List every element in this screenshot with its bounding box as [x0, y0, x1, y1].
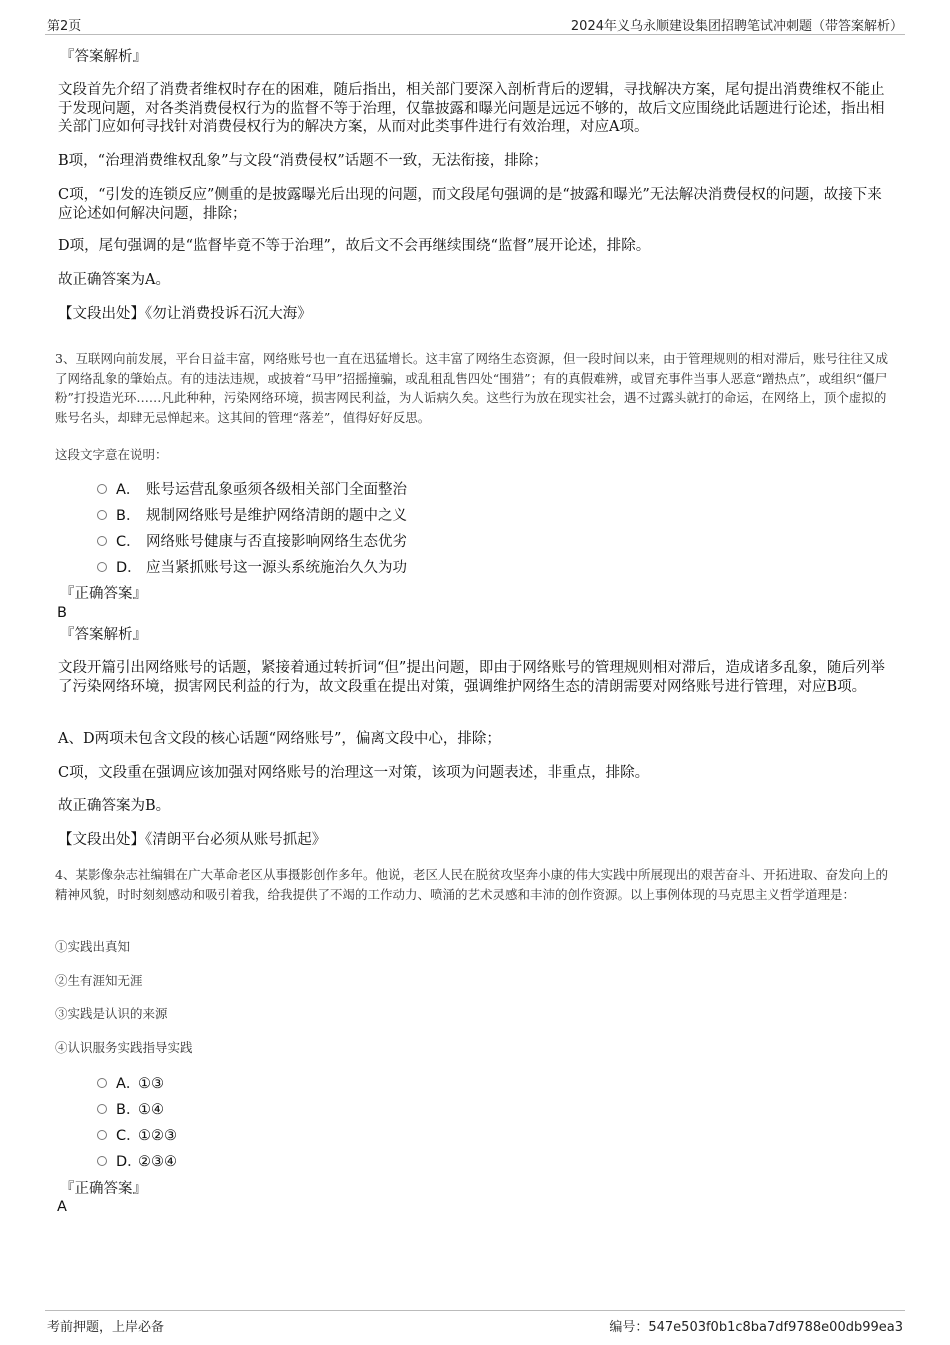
statement-item: ④认识服务实践指导实践	[55, 1040, 193, 1055]
option-letter: C．	[116, 534, 141, 550]
radio-button[interactable]	[97, 536, 107, 546]
correct-answer-label: 『正确答案』	[60, 1181, 147, 1197]
analysis-paragraph: C项，“引发的连锁反应”侧重的是披露曝光后出现的问题，而文段尾句强调的是“披露和曝光”无法解决消费侵权的问题，故接下来应论述如何解决问题，排除；	[58, 187, 882, 222]
option-d[interactable]	[97, 1153, 177, 1171]
radio-button[interactable]	[97, 1130, 107, 1140]
option-a[interactable]	[97, 481, 407, 499]
radio-button[interactable]	[97, 484, 107, 494]
radio-button[interactable]	[97, 510, 107, 520]
footer-slogan: 考前押题，上岸必备	[47, 1320, 165, 1335]
conclusion-text: 故正确答案为B。	[58, 798, 171, 814]
page-number: 第2页	[47, 19, 82, 34]
option-c[interactable]	[97, 533, 407, 551]
option-text: 应当紧抓账号这一源头系统施治久久为功	[146, 560, 407, 576]
option-text: 网络账号健康与否直接影响网络生态优劣	[146, 534, 407, 550]
page-header	[45, 14, 905, 35]
analysis-label: 『答案解析』	[60, 627, 147, 643]
question-prompt: 这段文字意在说明：	[55, 447, 168, 462]
radio-button[interactable]	[97, 562, 107, 572]
correct-answer-label: 『正确答案』	[60, 586, 147, 602]
option-c[interactable]	[97, 1127, 177, 1145]
option-b[interactable]	[97, 1101, 164, 1119]
document-title: 2024年义乌永顺建设集团招聘笔试冲刺题（带答案解析）	[570, 19, 903, 34]
document-code: 编号：547e503f0b1c8ba7df9788e00db99ea3	[609, 1320, 903, 1335]
option-text: 账号运营乱象亟须各级相关部门全面整治	[146, 482, 407, 498]
analysis-paragraph: D项，尾句强调的是“监督毕竟不等于治理”，故后文不会再继续围绕“监督”展开论述，排除。	[58, 238, 651, 254]
question-stem: 4、某影像杂志社编辑在广大革命老区从事摄影创作多年。他说，老区人民在脱贫攻坚奔小康的伟大实践中所展现出的艰苦奋斗、开拓进取、奋发向上的精神风貌，时时刻刻感动和吸引着我，给我提供了不竭的工作动力、喷涌的艺术灵感和丰沛的创作资源。以上事例体现的马克思主义哲学道理是：	[55, 867, 888, 902]
analysis-paragraph: 文段开篇引出网络账号的话题，紧接着通过转折词“但”提出问题，即由于网络账号的管理规则相对滞后，造成诸多乱象，随后列举了污染网络环境，损害网民利益的行为，故文段重在提出对策，强调维护网络生态的清朗需要对网络账号进行管理，对应B项。	[58, 660, 885, 695]
statement-item: ③实践是认识的来源	[55, 1006, 168, 1021]
option-a[interactable]	[97, 1075, 164, 1093]
question-stem: 3、互联网向前发展，平台日益丰富，网络账号也一直在迅猛增长。这丰富了网络生态资源，但一段时间以来，由于管理规则的相对滞后，账号往往又成了网络乱象的肇始点。有的违法违规，或披着“马甲”招摇撞骗，或乱租乱售四处“围猎”；有的真假难辨，或冒充事件当事人恶意“蹭热点”，或组织“僵尸粉”打投造光环……凡此种种，污染网络环境，损害网民利益，为人诟病久矣。这些行为放在现实社会，遇不过露头就打的命运，在网络上，顶个虚拟的账号名头，却肆无忌惮起来。这其间的管理“落差”，值得好好反思。	[55, 351, 888, 425]
option-text: ①④	[138, 1102, 164, 1118]
statement-item: ①实践出真知	[55, 939, 131, 954]
option-b[interactable]	[97, 507, 407, 525]
radio-button[interactable]	[97, 1078, 107, 1088]
source-citation: 【文段出处】《清朗平台必须从账号抓起》	[58, 832, 327, 848]
correct-answer: B	[57, 605, 67, 621]
option-text: ①②③	[138, 1128, 177, 1144]
conclusion-text: 故正确答案为A。	[58, 272, 170, 288]
analysis-paragraph: A、D两项未包含文段的核心话题“网络账号”，偏离文段中心，排除；	[58, 731, 501, 747]
source-citation: 【文段出处】《勿让消费投诉石沉大海》	[58, 306, 312, 322]
option-letter: B．	[116, 508, 141, 524]
correct-answer: A	[57, 1199, 67, 1215]
option-letter: A．	[116, 482, 141, 498]
radio-button[interactable]	[97, 1156, 107, 1166]
option-letter: A．	[116, 1076, 141, 1092]
analysis-paragraph: 文段首先介绍了消费者维权时存在的困难，随后指出，相关部门要深入剖析背后的逻辑，寻找解决方案，尾句提出消费维权不能止于发现问题，对各类消费侵权行为的监督不等于治理，仅靠披露和曝光问题是远远不够的，故后文应围绕此话题进行论述，指出相关部门应如何寻找针对消费侵权行为的解决方案，从而对此类事件进行有效治理，对应A项。	[58, 82, 885, 135]
statement-item: ②生有涯知无涯	[55, 973, 143, 988]
option-letter: D．	[116, 1154, 142, 1170]
analysis-paragraph: B项，“治理消费维权乱象”与文段“消费侵权”话题不一致，无法衔接，排除；	[58, 153, 548, 169]
option-text: ①③	[138, 1076, 164, 1092]
page-footer	[45, 1310, 905, 1341]
option-letter: D．	[116, 560, 142, 576]
option-text: ②③④	[138, 1154, 177, 1170]
radio-button[interactable]	[97, 1104, 107, 1114]
option-letter: B．	[116, 1102, 141, 1118]
analysis-paragraph: C项，文段重在强调应该加强对网络账号的治理这一对策，该项为问题表述，非重点，排除。	[58, 765, 650, 781]
option-text: 规制网络账号是维护网络清朗的题中之义	[146, 508, 407, 524]
option-d[interactable]	[97, 559, 407, 577]
option-letter: C．	[116, 1128, 141, 1144]
analysis-label: 『答案解析』	[60, 49, 147, 65]
